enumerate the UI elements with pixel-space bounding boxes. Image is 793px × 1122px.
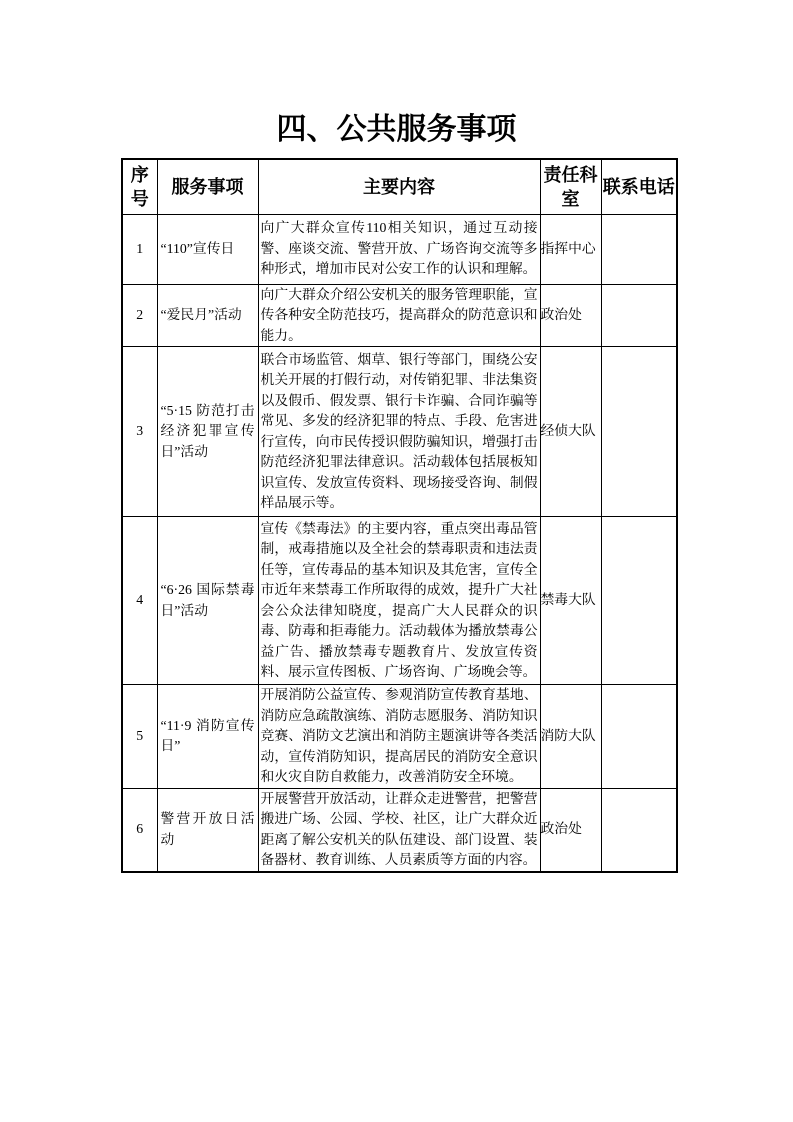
- service-item-cell: 警营开放日活动: [157, 788, 258, 872]
- header-row: [122, 159, 677, 214]
- department-cell: 指挥中心: [540, 214, 601, 284]
- col-header-phone: 联系电话: [601, 159, 677, 214]
- main-content-cell: 开展警营开放活动，让群众走进警营，把警营搬进广场、公园、学校、社区，让广大群众近距离了解公安机关的队伍建设、部门设置、装备器材、教育训练、人员素质等方面的内容。: [258, 788, 540, 872]
- service-item-cell: “爱民月”活动: [157, 284, 258, 347]
- phone-cell: [601, 284, 677, 347]
- main-content-cell: 向广大群众宣传110相关知识，通过互动接警、座谈交流、警营开放、广场咨询交流等多种形式，增加市民对公安工作的认识和理解。: [258, 214, 540, 284]
- department-cell: 政治处: [540, 788, 601, 872]
- service-item-cell: “5·15 防范打击经济犯罪宣传日”活动: [157, 347, 258, 517]
- phone-cell: [601, 517, 677, 685]
- table-row: [122, 284, 677, 347]
- row-number-cell: 3: [122, 347, 157, 517]
- service-item-cell: “6·26 国际禁毒日”活动: [157, 517, 258, 685]
- phone-cell: [601, 685, 677, 789]
- table-header: [122, 159, 677, 214]
- main-content-cell: 向广大群众介绍公安机关的服务管理职能，宣传各种安全防范技巧，提高群众的防范意识和能力。: [258, 284, 540, 347]
- table-row: [122, 788, 677, 872]
- phone-cell: [601, 788, 677, 872]
- main-content-cell: 开展消防公益宣传、参观消防宣传教育基地、消防应急疏散演练、消防志愿服务、消防知识竞赛、消防文艺演出和消防主题演讲等各类活动，宣传消防知识，提高居民的消防安全意识和火灾自防自救能力，改善消防安全环境。: [258, 685, 540, 789]
- department-cell: 消防大队: [540, 685, 601, 789]
- col-header-no: 序号: [122, 159, 157, 214]
- service-item-cell: “110”宣传日: [157, 214, 258, 284]
- table-row: [122, 517, 677, 685]
- col-header-item: 服务事项: [157, 159, 258, 214]
- service-item-cell: “11·9 消防宣传日”: [157, 685, 258, 789]
- department-cell: 政治处: [540, 284, 601, 347]
- phone-cell: [601, 347, 677, 517]
- row-number-cell: 1: [122, 214, 157, 284]
- main-content-cell: 联合市场监管、烟草、银行等部门，围绕公安机关开展的打假行动，对传销犯罪、非法集资以及假币、假发票、银行卡诈骗、合同诈骗等常见、多发的经济犯罪的特点、手段、危害进行宣传，向市民传授识假防骗知识，增强打击防范经济犯罪法律意识。活动载体包括展板知识宣传、发放宣传资料、现场接受咨询、制假样品展示等。: [258, 347, 540, 517]
- department-cell: 经侦大队: [540, 347, 601, 517]
- table-body: [122, 214, 677, 872]
- col-header-dept: 责任科室: [540, 159, 601, 214]
- row-number-cell: 4: [122, 517, 157, 685]
- row-number-cell: 5: [122, 685, 157, 789]
- main-content-cell: 宣传《禁毒法》的主要内容，重点突出毒品管制，戒毒措施以及全社会的禁毒职责和违法责任等，宣传毒品的基本知识及其危害，宣传全市近年来禁毒工作所取得的成效，提升广大社会公众法律知晓度，提高广大人民群众的识毒、防毒和拒毒能力。活动载体为播放禁毒公益广告、播放禁毒专题教育片、发放宣传资料、展示宣传图板、广场咨询、广场晚会等。: [258, 517, 540, 685]
- table-row: [122, 347, 677, 517]
- phone-cell: [601, 214, 677, 284]
- table-row: [122, 214, 677, 284]
- table-row: [122, 685, 677, 789]
- col-header-content: 主要内容: [258, 159, 540, 214]
- row-number-cell: 2: [122, 284, 157, 347]
- page-title: 四、公共服务事项: [276, 113, 517, 146]
- row-number-cell: 6: [122, 788, 157, 872]
- department-cell: 禁毒大队: [540, 517, 601, 685]
- public-service-table: [121, 158, 678, 873]
